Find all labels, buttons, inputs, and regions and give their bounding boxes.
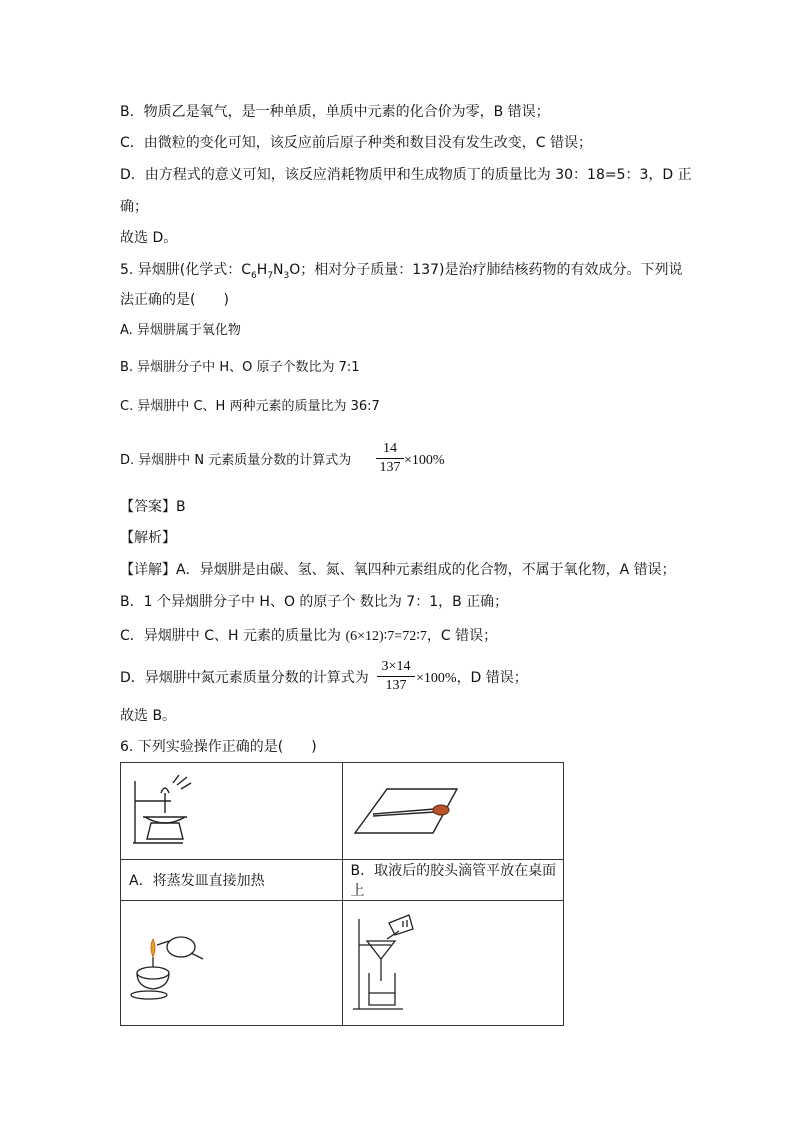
- detail-c-end: ，C 错误；: [426, 628, 498, 644]
- answer-label: 【答案】B: [120, 499, 186, 515]
- prev-final-answer: 故选 D。: [120, 230, 178, 246]
- alcohol-lamp-lighting-illustration: [121, 901, 327, 1021]
- q6-options-table: [120, 762, 564, 1026]
- q5-stem-b: O；相对分子质量：137)是治疗肺结核药物的有效成分。下列说: [289, 262, 683, 278]
- fraction-denominator: 137: [385, 678, 407, 693]
- fraction-denominator: 137: [379, 460, 401, 475]
- detail-a: 【详解】A．异烟肼是由碳、氢、氮、氧四种元素组成的化合物，不属于氧化物，A 错误；: [120, 562, 676, 578]
- formula-sub-6: 6: [251, 270, 257, 281]
- q5-stem-line2: 法正确的是( ): [120, 292, 229, 308]
- q5-option-d-suffix: ×100%: [404, 453, 445, 468]
- image-cell-b: [342, 763, 564, 860]
- fraction-numerator: 14: [383, 441, 397, 456]
- q5-option-a: A. 异烟肼属于氧化物: [120, 323, 241, 338]
- detail-c: [120, 626, 497, 647]
- prev-option-b: B．物质乙是氧气，是一种单质，单质中元素的化合价为零，B 错误；: [120, 104, 550, 120]
- filtration-setup-illustration: [343, 901, 577, 1021]
- image-cell-a: [121, 763, 343, 860]
- detail-d-suffix: [416, 668, 528, 689]
- formula-sub-3: 3: [283, 270, 290, 281]
- caption-a: A．将蒸发皿直接加热: [121, 860, 343, 901]
- q6-stem: 6. 下列实验操作正确的是( ): [120, 739, 317, 755]
- fraction-numerator: 3×14: [381, 659, 411, 674]
- caption-b: B．取液后的胶头滴管平放在桌面上: [342, 860, 564, 901]
- q5-final-answer: 故选 B。: [120, 708, 177, 724]
- q5-stem-a: 5. 异烟肼(化学式：C: [120, 262, 252, 278]
- q5-option-d: D. 异烟肼中 N 元素质量分数的计算式为: [120, 453, 352, 468]
- prev-option-d-line1: D．由方程式的意义可知，该反应消耗物质甲和生成物质丁的质量比为 30：18=5：3，D 正: [120, 167, 692, 183]
- q5-stem-line1: [120, 260, 682, 286]
- evaporating-dish-heating-illustration: [121, 763, 327, 855]
- formula-sub-7: 7: [267, 270, 274, 281]
- prev-option-c: C．由微粒的变化可知，该反应前后原子种类和数目没有发生改变，C 错误；: [120, 135, 592, 151]
- formula-n: N: [273, 262, 284, 278]
- analysis-label: 【解析】: [120, 530, 176, 546]
- q5-option-b: B. 异烟肼分子中 H、O 原子个数比为 7:1: [120, 360, 360, 375]
- detail-d-percent: ×100%: [416, 671, 457, 686]
- formula-h: H: [256, 262, 268, 278]
- detail-d-end: ，D 错误；: [456, 670, 528, 686]
- detail-d-fraction: [377, 658, 415, 695]
- image-cell-c: [121, 901, 343, 1026]
- detail-d: D．异烟肼中氮元素质量分数的计算式为: [120, 670, 369, 686]
- image-cell-d: [342, 901, 564, 1026]
- dropper-on-table-illustration: [343, 763, 577, 855]
- q5-option-c: C. 异烟肼中 C、H 两种元素的质量比为 36:7: [120, 399, 380, 414]
- detail-c-expression: (6×12)∶7=72∶7: [345, 629, 427, 644]
- detail-c-text: C．异烟肼中 C、H 元素的质量比为: [120, 628, 341, 644]
- detail-b: B．1 个异烟肼分子中 H、O 的原子个 数比为 7：1，B 正确；: [120, 594, 509, 610]
- prev-option-d-line2: 确；: [120, 199, 148, 215]
- q5-option-d-fraction: [376, 440, 404, 477]
